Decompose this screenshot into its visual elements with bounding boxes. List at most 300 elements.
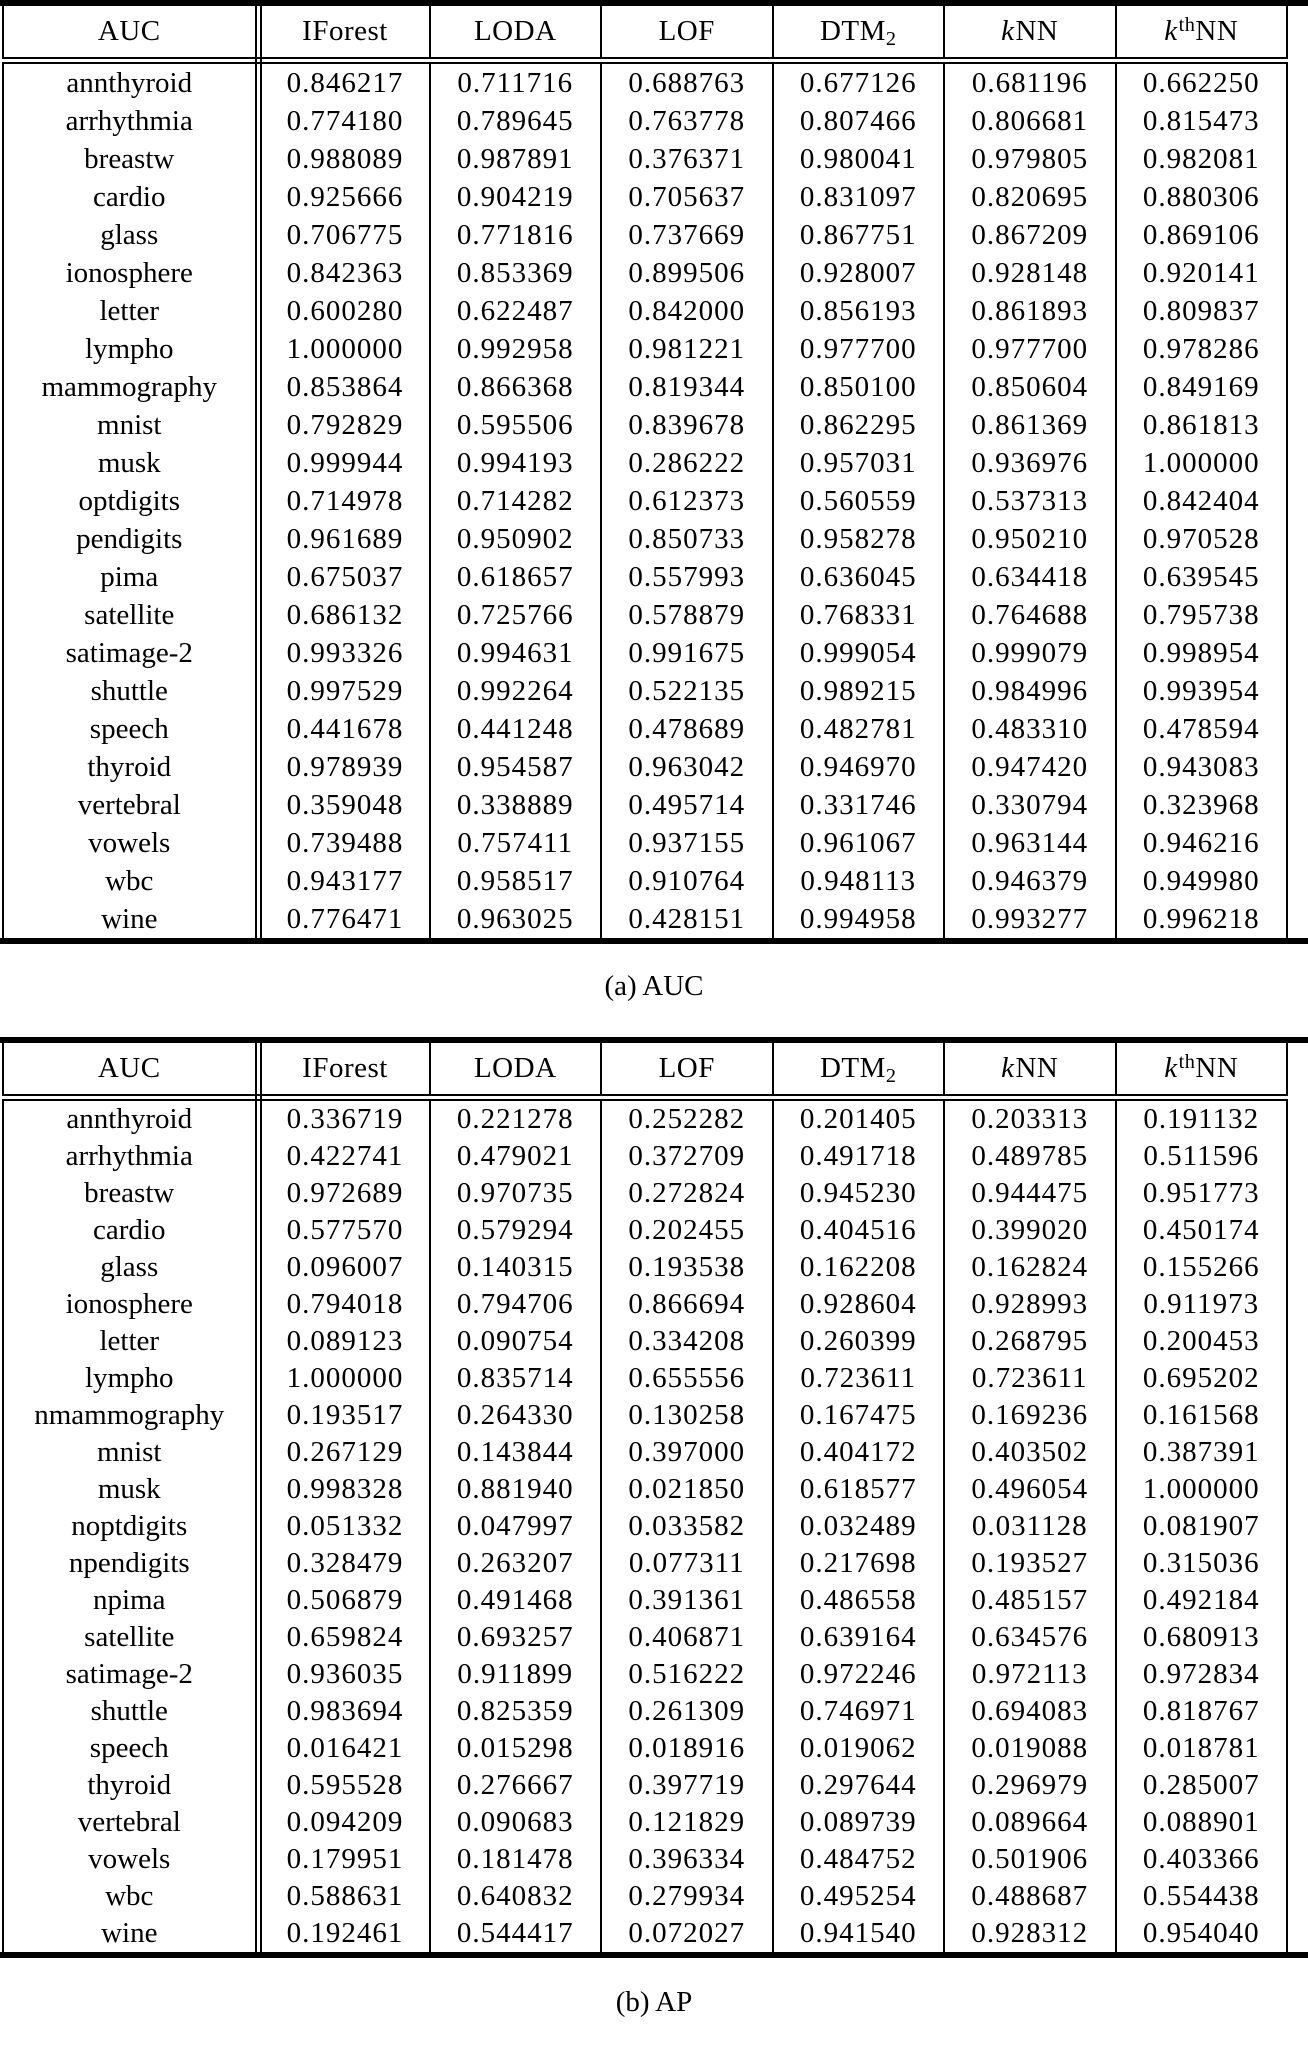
table-row xyxy=(3,1656,1287,1693)
table-row xyxy=(3,1693,1287,1730)
value-cell: 0.978286 xyxy=(1116,330,1288,368)
value-cell: 0.077311 xyxy=(601,1545,773,1582)
value-cell: 0.485157 xyxy=(944,1582,1116,1619)
value-cell: 0.853864 xyxy=(258,368,430,406)
dataset-name-cell: thyroid xyxy=(3,1767,258,1804)
value-cell: 0.396334 xyxy=(601,1841,773,1878)
value-cell: 0.221278 xyxy=(430,1098,602,1139)
header-cell: LODA xyxy=(430,1043,602,1098)
value-cell: 0.757411 xyxy=(430,824,602,862)
dataset-name-cell: pendigits xyxy=(3,520,258,558)
value-cell: 0.880306 xyxy=(1116,178,1288,216)
value-cell: 0.862295 xyxy=(773,406,945,444)
value-cell: 0.588631 xyxy=(258,1878,430,1915)
table-row xyxy=(3,368,1287,406)
table-row xyxy=(3,1249,1287,1286)
table-row xyxy=(3,1730,1287,1767)
value-cell: 1.000000 xyxy=(1116,1471,1288,1508)
value-cell: 0.495714 xyxy=(601,786,773,824)
value-cell: 0.987891 xyxy=(430,140,602,178)
value-cell: 0.776471 xyxy=(258,900,430,938)
value-cell: 0.677126 xyxy=(773,61,945,103)
value-cell: 0.636045 xyxy=(773,558,945,596)
value-cell: 0.090754 xyxy=(430,1323,602,1360)
value-cell: 0.706775 xyxy=(258,216,430,254)
dataset-name-cell: ionosphere xyxy=(3,1286,258,1323)
table-row xyxy=(3,1841,1287,1878)
value-cell: 0.019088 xyxy=(944,1730,1116,1767)
dataset-name-cell: thyroid xyxy=(3,748,258,786)
value-cell: 0.338889 xyxy=(430,786,602,824)
value-cell: 0.336719 xyxy=(258,1098,430,1139)
value-cell: 0.522135 xyxy=(601,672,773,710)
value-cell: 0.866368 xyxy=(430,368,602,406)
table-row xyxy=(3,178,1287,216)
dataset-name-cell: glass xyxy=(3,216,258,254)
value-cell: 0.861893 xyxy=(944,292,1116,330)
table-row xyxy=(3,1138,1287,1175)
table-row xyxy=(3,140,1287,178)
table-row xyxy=(3,1582,1287,1619)
value-cell: 0.925666 xyxy=(258,178,430,216)
value-cell: 0.714978 xyxy=(258,482,430,520)
value-cell: 0.169236 xyxy=(944,1397,1116,1434)
table-row xyxy=(3,634,1287,672)
value-cell: 0.331746 xyxy=(773,786,945,824)
value-cell: 0.478689 xyxy=(601,710,773,748)
value-cell: 0.272824 xyxy=(601,1175,773,1212)
value-cell: 0.963025 xyxy=(430,900,602,938)
value-cell: 0.835714 xyxy=(430,1360,602,1397)
value-cell: 0.999079 xyxy=(944,634,1116,672)
value-cell: 0.021850 xyxy=(601,1471,773,1508)
value-cell: 0.261309 xyxy=(601,1693,773,1730)
header-cell: kNN xyxy=(944,1043,1116,1098)
value-cell: 0.634418 xyxy=(944,558,1116,596)
dataset-name-cell: cardio xyxy=(3,178,258,216)
value-cell: 0.143844 xyxy=(430,1434,602,1471)
value-cell: 0.252282 xyxy=(601,1098,773,1139)
value-cell: 0.595506 xyxy=(430,406,602,444)
ap-table-body xyxy=(3,1098,1287,1953)
value-cell: 0.179951 xyxy=(258,1841,430,1878)
value-cell: 0.688763 xyxy=(601,61,773,103)
value-cell: 0.957031 xyxy=(773,444,945,482)
value-cell: 0.557993 xyxy=(601,558,773,596)
header-cell: $DTM_2$ xyxy=(773,6,945,61)
value-cell: 0.989215 xyxy=(773,672,945,710)
dataset-name-cell: ionosphere xyxy=(3,254,258,292)
value-cell: 0.695202 xyxy=(1116,1360,1288,1397)
value-cell: 0.853369 xyxy=(430,254,602,292)
value-cell: 0.746971 xyxy=(773,1693,945,1730)
value-cell: 0.980041 xyxy=(773,140,945,178)
table-row xyxy=(3,900,1287,938)
value-cell: 0.850604 xyxy=(944,368,1116,406)
value-cell: 0.191132 xyxy=(1116,1098,1288,1139)
value-cell: 0.404516 xyxy=(773,1212,945,1249)
value-cell: 0.998328 xyxy=(258,1471,430,1508)
table-caption-a: (a) AUC xyxy=(604,970,704,1002)
value-cell: 0.260399 xyxy=(773,1323,945,1360)
value-cell: 0.492184 xyxy=(1116,1582,1288,1619)
value-cell: 0.825359 xyxy=(430,1693,602,1730)
value-cell: 0.820695 xyxy=(944,178,1116,216)
value-cell: 0.846217 xyxy=(258,61,430,103)
value-cell: 0.516222 xyxy=(601,1656,773,1693)
value-cell: 0.946970 xyxy=(773,748,945,786)
value-cell: 0.634576 xyxy=(944,1619,1116,1656)
table-row xyxy=(3,672,1287,710)
dataset-name-cell: musk xyxy=(3,444,258,482)
table-row xyxy=(3,520,1287,558)
value-cell: 0.193517 xyxy=(258,1397,430,1434)
value-cell: 0.946216 xyxy=(1116,824,1288,862)
value-cell: 0.794018 xyxy=(258,1286,430,1323)
dataset-name-cell: breastw xyxy=(3,1175,258,1212)
value-cell: 0.479021 xyxy=(430,1138,602,1175)
value-cell: 0.911899 xyxy=(430,1656,602,1693)
value-cell: 0.031128 xyxy=(944,1508,1116,1545)
value-cell: 0.622487 xyxy=(430,292,602,330)
table-row xyxy=(3,710,1287,748)
value-cell: 0.192461 xyxy=(258,1915,430,1952)
value-cell: 0.994193 xyxy=(430,444,602,482)
dataset-name-cell: lympho xyxy=(3,1360,258,1397)
value-cell: 0.579294 xyxy=(430,1212,602,1249)
value-cell: 0.202455 xyxy=(601,1212,773,1249)
value-cell: 0.681196 xyxy=(944,61,1116,103)
value-cell: 0.121829 xyxy=(601,1804,773,1841)
value-cell: 0.809837 xyxy=(1116,292,1288,330)
table-row xyxy=(3,1804,1287,1841)
value-cell: 0.094209 xyxy=(258,1804,430,1841)
value-cell: 0.482781 xyxy=(773,710,945,748)
value-cell: 0.450174 xyxy=(1116,1212,1288,1249)
dataset-name-cell: satellite xyxy=(3,1619,258,1656)
value-cell: 0.951773 xyxy=(1116,1175,1288,1212)
value-cell: 0.831097 xyxy=(773,178,945,216)
value-cell: 0.659824 xyxy=(258,1619,430,1656)
table-row xyxy=(3,1098,1287,1139)
table-row xyxy=(3,1397,1287,1434)
table-row xyxy=(3,102,1287,140)
dataset-name-cell: mnist xyxy=(3,1434,258,1471)
value-cell: 0.612373 xyxy=(601,482,773,520)
table-row xyxy=(3,786,1287,824)
value-cell: 0.737669 xyxy=(601,216,773,254)
dataset-name-cell: mammography xyxy=(3,368,258,406)
value-cell: 0.051332 xyxy=(258,1508,430,1545)
value-cell: 0.537313 xyxy=(944,482,1116,520)
value-cell: 0.992958 xyxy=(430,330,602,368)
value-cell: 0.999054 xyxy=(773,634,945,672)
value-cell: 0.725766 xyxy=(430,596,602,634)
table-row xyxy=(3,748,1287,786)
header-cell: $k^{th}NN$ xyxy=(1116,1043,1288,1098)
value-cell: 0.999944 xyxy=(258,444,430,482)
dataset-name-cell: wbc xyxy=(3,1878,258,1915)
dataset-name-cell: mnist xyxy=(3,406,258,444)
value-cell: 0.600280 xyxy=(258,292,430,330)
value-cell: 0.047997 xyxy=(430,1508,602,1545)
value-cell: 0.954040 xyxy=(1116,1915,1288,1952)
value-cell: 0.662250 xyxy=(1116,61,1288,103)
table-row xyxy=(3,596,1287,634)
dataset-name-cell: musk xyxy=(3,1471,258,1508)
value-cell: 0.996218 xyxy=(1116,900,1288,938)
dataset-name-cell: speech xyxy=(3,1730,258,1767)
value-cell: 0.984996 xyxy=(944,672,1116,710)
value-cell: 0.958517 xyxy=(430,862,602,900)
value-cell: 0.286222 xyxy=(601,444,773,482)
value-cell: 0.993277 xyxy=(944,900,1116,938)
value-cell: 0.200453 xyxy=(1116,1323,1288,1360)
dataset-name-cell: breastw xyxy=(3,140,258,178)
value-cell: 0.867751 xyxy=(773,216,945,254)
value-cell: 0.970735 xyxy=(430,1175,602,1212)
value-cell: 0.162208 xyxy=(773,1249,945,1286)
value-cell: 0.088901 xyxy=(1116,1804,1288,1841)
value-cell: 0.963042 xyxy=(601,748,773,786)
value-cell: 0.096007 xyxy=(258,1249,430,1286)
value-cell: 0.936035 xyxy=(258,1656,430,1693)
header-cell: kNN xyxy=(944,6,1116,61)
table-row xyxy=(3,1619,1287,1656)
value-cell: 0.910764 xyxy=(601,862,773,900)
table-row xyxy=(3,1915,1287,1952)
value-cell: 0.950210 xyxy=(944,520,1116,558)
value-cell: 0.928604 xyxy=(773,1286,945,1323)
value-cell: 0.819344 xyxy=(601,368,773,406)
value-cell: 0.496054 xyxy=(944,1471,1116,1508)
results-table-ap xyxy=(2,1043,1288,1952)
value-cell: 0.488687 xyxy=(944,1878,1116,1915)
value-cell: 0.899506 xyxy=(601,254,773,292)
value-cell: 0.972246 xyxy=(773,1656,945,1693)
value-cell: 0.639164 xyxy=(773,1619,945,1656)
table-row xyxy=(3,1360,1287,1397)
value-cell: 0.595528 xyxy=(258,1767,430,1804)
value-cell: 0.328479 xyxy=(258,1545,430,1582)
value-cell: 1.000000 xyxy=(258,1360,430,1397)
value-cell: 1.000000 xyxy=(1116,444,1288,482)
value-cell: 0.072027 xyxy=(601,1915,773,1952)
value-cell: 0.795738 xyxy=(1116,596,1288,634)
value-cell: 0.977700 xyxy=(944,330,1116,368)
header-cell: IForest xyxy=(258,1043,430,1098)
value-cell: 0.618657 xyxy=(430,558,602,596)
table-row xyxy=(3,1434,1287,1471)
value-cell: 0.484752 xyxy=(773,1841,945,1878)
value-cell: 0.943177 xyxy=(258,862,430,900)
dataset-name-cell: speech xyxy=(3,710,258,748)
value-cell: 0.491468 xyxy=(430,1582,602,1619)
value-cell: 0.988089 xyxy=(258,140,430,178)
results-table-auc xyxy=(2,6,1288,938)
value-cell: 0.639545 xyxy=(1116,558,1288,596)
header-cell: IForest xyxy=(258,6,430,61)
auc-table-frame xyxy=(0,0,1308,944)
value-cell: 0.181478 xyxy=(430,1841,602,1878)
value-cell: 0.285007 xyxy=(1116,1767,1288,1804)
dataset-name-cell: satellite xyxy=(3,596,258,634)
dataset-name-cell: pima xyxy=(3,558,258,596)
table-row xyxy=(3,1175,1287,1212)
table-row xyxy=(3,61,1287,103)
dataset-name-cell: wbc xyxy=(3,862,258,900)
dataset-name-cell: npendigits xyxy=(3,1545,258,1582)
auc-table-body xyxy=(3,61,1287,939)
table-row xyxy=(3,558,1287,596)
value-cell: 0.193538 xyxy=(601,1249,773,1286)
value-cell: 0.850733 xyxy=(601,520,773,558)
value-cell: 0.994958 xyxy=(773,900,945,938)
dataset-name-cell: satimage-2 xyxy=(3,1656,258,1693)
value-cell: 0.406871 xyxy=(601,1619,773,1656)
header-cell: $DTM_2$ xyxy=(773,1043,945,1098)
value-cell: 0.958278 xyxy=(773,520,945,558)
value-cell: 0.792829 xyxy=(258,406,430,444)
value-cell: 0.978939 xyxy=(258,748,430,786)
value-cell: 0.928993 xyxy=(944,1286,1116,1323)
dataset-name-cell: shuttle xyxy=(3,1693,258,1730)
dataset-name-cell: letter xyxy=(3,1323,258,1360)
value-cell: 0.403502 xyxy=(944,1434,1116,1471)
value-cell: 0.850100 xyxy=(773,368,945,406)
value-cell: 0.081907 xyxy=(1116,1508,1288,1545)
table-row xyxy=(3,254,1287,292)
header-cell: AUC xyxy=(3,6,258,61)
dataset-name-cell: arrhythmia xyxy=(3,1138,258,1175)
value-cell: 0.936976 xyxy=(944,444,1116,482)
value-cell: 0.705637 xyxy=(601,178,773,216)
value-cell: 0.391361 xyxy=(601,1582,773,1619)
dataset-name-cell: wine xyxy=(3,1915,258,1952)
value-cell: 0.839678 xyxy=(601,406,773,444)
value-cell: 0.015298 xyxy=(430,1730,602,1767)
value-cell: 0.506879 xyxy=(258,1582,430,1619)
table-row xyxy=(3,1471,1287,1508)
value-cell: 0.723611 xyxy=(944,1360,1116,1397)
value-cell: 0.161568 xyxy=(1116,1397,1288,1434)
dataset-name-cell: vowels xyxy=(3,824,258,862)
dataset-name-cell: vertebral xyxy=(3,1804,258,1841)
value-cell: 0.961067 xyxy=(773,824,945,862)
value-cell: 0.977700 xyxy=(773,330,945,368)
value-cell: 0.655556 xyxy=(601,1360,773,1397)
value-cell: 0.387391 xyxy=(1116,1434,1288,1471)
value-cell: 0.714282 xyxy=(430,482,602,520)
table-row xyxy=(3,444,1287,482)
value-cell: 0.016421 xyxy=(258,1730,430,1767)
value-cell: 0.867209 xyxy=(944,216,1116,254)
value-cell: 0.856193 xyxy=(773,292,945,330)
value-cell: 0.943083 xyxy=(1116,748,1288,786)
value-cell: 0.399020 xyxy=(944,1212,1116,1249)
dataset-name-cell: npima xyxy=(3,1582,258,1619)
value-cell: 0.089123 xyxy=(258,1323,430,1360)
value-cell: 0.315036 xyxy=(1116,1545,1288,1582)
value-cell: 0.483310 xyxy=(944,710,1116,748)
value-cell: 0.560559 xyxy=(773,482,945,520)
value-cell: 0.946379 xyxy=(944,862,1116,900)
value-cell: 0.441248 xyxy=(430,710,602,748)
value-cell: 0.491718 xyxy=(773,1138,945,1175)
value-cell: 0.089739 xyxy=(773,1804,945,1841)
table-caption-b: (b) AP xyxy=(615,1986,693,2018)
value-cell: 0.771816 xyxy=(430,216,602,254)
value-cell: 0.866694 xyxy=(601,1286,773,1323)
dataset-name-cell: lympho xyxy=(3,330,258,368)
dataset-name-cell: satimage-2 xyxy=(3,634,258,672)
value-cell: 0.397719 xyxy=(601,1767,773,1804)
value-cell: 0.268795 xyxy=(944,1323,1116,1360)
ap-header-row xyxy=(3,1043,1287,1098)
auc-table-section xyxy=(0,0,1308,1004)
table-row xyxy=(3,1212,1287,1249)
value-cell: 0.162824 xyxy=(944,1249,1116,1286)
ap-table-frame xyxy=(0,1037,1308,1958)
value-cell: 0.217698 xyxy=(773,1545,945,1582)
value-cell: 0.276667 xyxy=(430,1767,602,1804)
table-row xyxy=(3,1767,1287,1804)
dataset-name-cell: vertebral xyxy=(3,786,258,824)
table-row xyxy=(3,1286,1287,1323)
dataset-name-cell: wine xyxy=(3,900,258,938)
value-cell: 0.577570 xyxy=(258,1212,430,1249)
value-cell: 0.944475 xyxy=(944,1175,1116,1212)
value-cell: 0.330794 xyxy=(944,786,1116,824)
value-cell: 0.201405 xyxy=(773,1098,945,1139)
value-cell: 0.155266 xyxy=(1116,1249,1288,1286)
value-cell: 0.578879 xyxy=(601,596,773,634)
value-cell: 0.961689 xyxy=(258,520,430,558)
value-cell: 0.297644 xyxy=(773,1767,945,1804)
table-row xyxy=(3,482,1287,520)
value-cell: 0.993326 xyxy=(258,634,430,672)
dataset-name-cell: annthyroid xyxy=(3,1098,258,1139)
value-cell: 0.789645 xyxy=(430,102,602,140)
value-cell: 0.881940 xyxy=(430,1471,602,1508)
value-cell: 0.768331 xyxy=(773,596,945,634)
value-cell: 0.489785 xyxy=(944,1138,1116,1175)
value-cell: 0.033582 xyxy=(601,1508,773,1545)
value-cell: 0.869106 xyxy=(1116,216,1288,254)
value-cell: 0.928007 xyxy=(773,254,945,292)
value-cell: 0.018781 xyxy=(1116,1730,1288,1767)
value-cell: 0.972834 xyxy=(1116,1656,1288,1693)
value-cell: 0.640832 xyxy=(430,1878,602,1915)
value-cell: 0.018916 xyxy=(601,1730,773,1767)
value-cell: 0.544417 xyxy=(430,1915,602,1952)
value-cell: 0.372709 xyxy=(601,1138,773,1175)
table-row xyxy=(3,292,1287,330)
value-cell: 0.941540 xyxy=(773,1915,945,1952)
value-cell: 0.904219 xyxy=(430,178,602,216)
value-cell: 0.993954 xyxy=(1116,672,1288,710)
value-cell: 0.937155 xyxy=(601,824,773,862)
value-cell: 0.486558 xyxy=(773,1582,945,1619)
value-cell: 0.130258 xyxy=(601,1397,773,1434)
value-cell: 0.267129 xyxy=(258,1434,430,1471)
dataset-name-cell: cardio xyxy=(3,1212,258,1249)
value-cell: 0.764688 xyxy=(944,596,1116,634)
value-cell: 0.403366 xyxy=(1116,1841,1288,1878)
table-row xyxy=(3,1878,1287,1915)
value-cell: 0.675037 xyxy=(258,558,430,596)
value-cell: 0.970528 xyxy=(1116,520,1288,558)
